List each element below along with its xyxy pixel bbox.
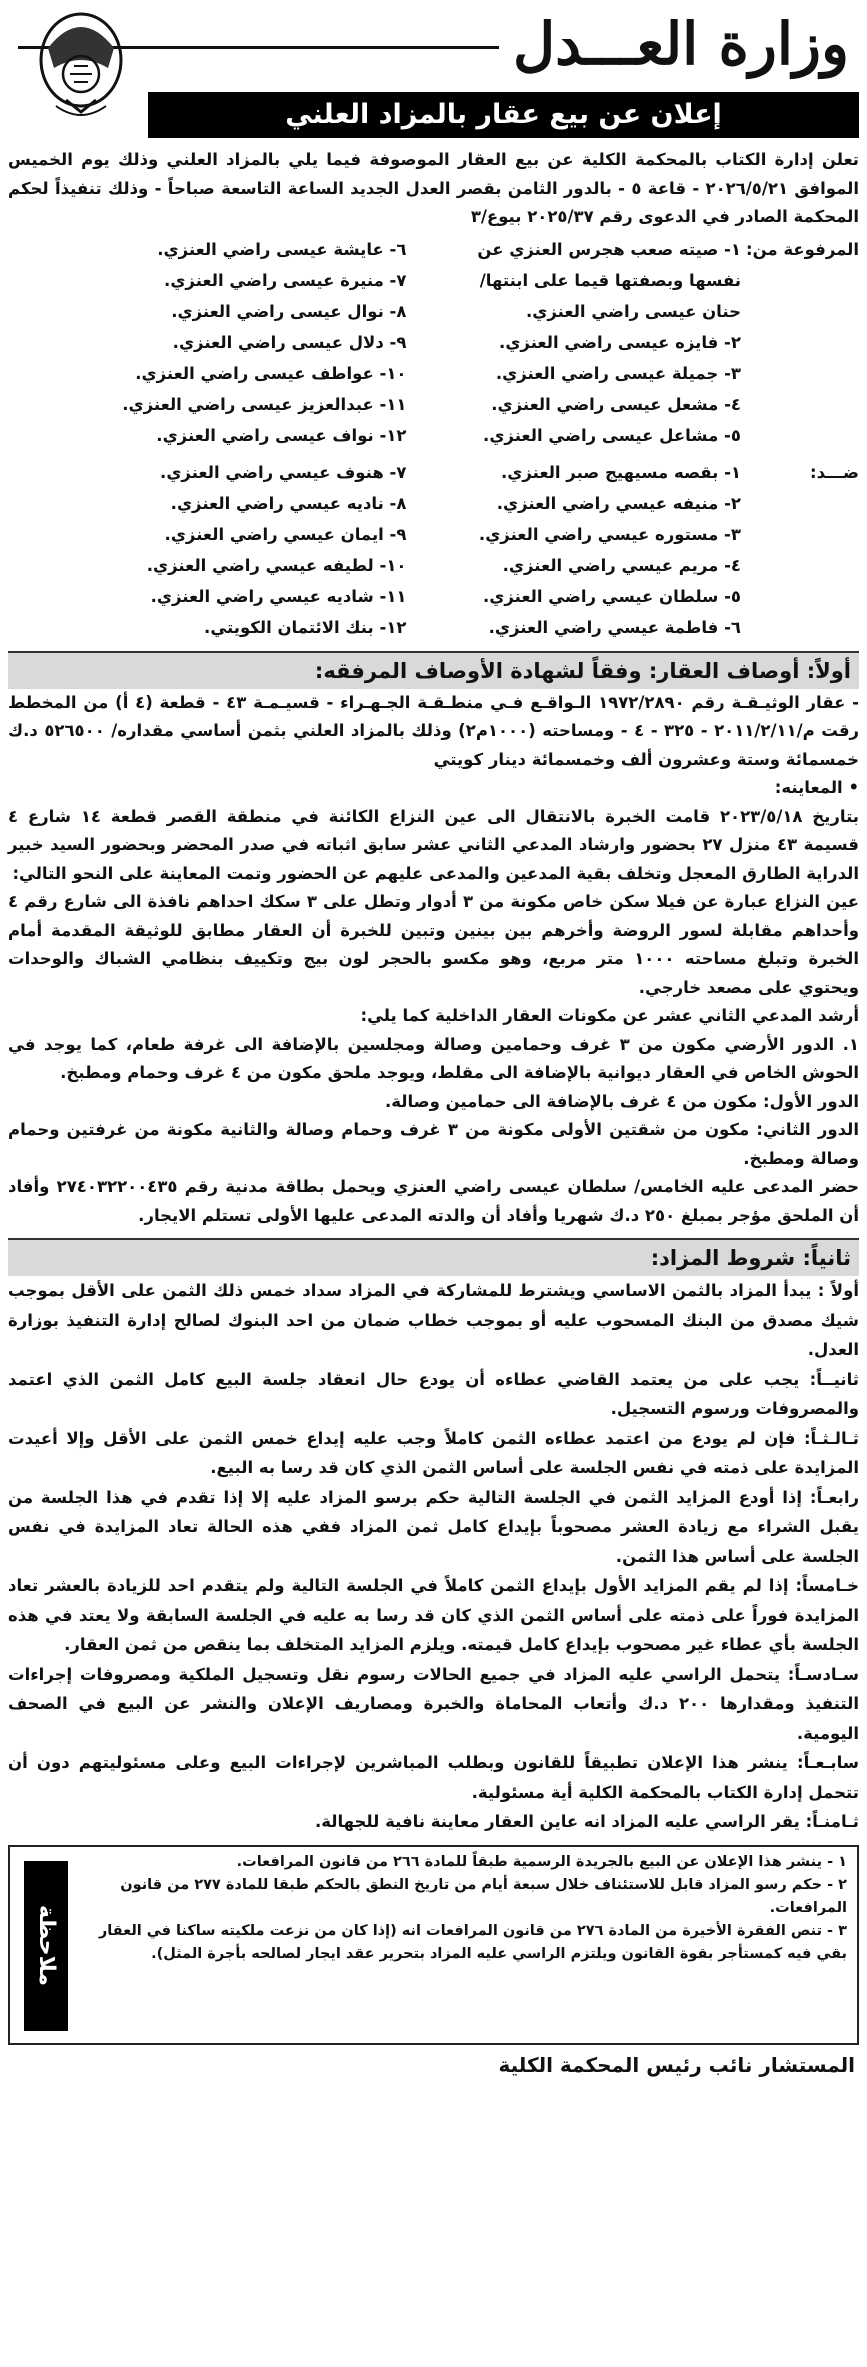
list-item: ٨- نوال عيسى راضي العنزي. xyxy=(171,301,407,321)
condition-item: أولاً : يبدأ المزاد بالثمن الاساسي ويشترط للمشاركة في المزاد سداد خمس ذلك الثمن على الأقل بموجب شيك مصدق من البنك المسحوب عليه أو بموجب خطاب ضمان من احد البنوك لصالح إدارة التنفيذ بوزارة العدل. xyxy=(8,1281,859,1359)
condition-item: ثانيــاً: يجب على من يعتمد القاضي عطاءه أن يودع حال انعقاد جلسة البيع كامل الثمن الذي اعتمد والمصروفات ورسوم التسجيل. xyxy=(8,1369,859,1418)
condition-item: ثـالـثـاً: فإن لم يودع من اعتمد عطاءه الثمن كاملاً وجب عليه إيداع خمس الثمن على الأقل وإلا أعيدت المزايدة على ذمته في نفس الجلسة على أساس الثمن الذي كان قد رسا به البيع. xyxy=(8,1428,859,1477)
list-item: نفسها وبصفتها قيما على ابنتها/ xyxy=(479,270,741,290)
announcement-banner: إعلان عن بيع عقار بالمزاد العلني xyxy=(148,92,859,138)
kuwait-emblem-icon xyxy=(36,8,126,126)
property-paragraph: الدور الثاني: مكون من شقتين الأولى مكونة من ٣ غرف وحمام وصالة والثانية مكونة من غرفتين وحمام وصالة ومطبخ. xyxy=(8,1120,859,1168)
note-item: ٣ - تنص الفقرة الأخيرة من المادة ٢٧٦ من قانون المرافعات انه (إذا كان من نزعت ملكيته ساكنا في العقار بقي فيه كمستأجر بقوة القانون ويلتزم الراسي عليه المزاد بتحرير عقد ايجار لصالحه بأجرة المثل). xyxy=(98,1922,847,1962)
list-item: ٤- مريم عيسي راضي العنزي. xyxy=(502,555,741,575)
inspection-heading: • المعاينه: xyxy=(774,778,859,797)
defendants-label: ضـــد: xyxy=(810,462,859,482)
list-item: ٦- عايشة عيسى راضي العنزي. xyxy=(157,239,407,259)
notes-list xyxy=(86,1851,847,1966)
signature: المستشار نائب رئيس المحكمة الكلية xyxy=(498,2052,855,2077)
defendants-block xyxy=(8,457,859,643)
ministry-title: وزارة العـــدل xyxy=(512,10,849,78)
plaintiffs-list-1 xyxy=(416,234,741,451)
list-item: ٨- ناديه عيسي راضي العنزي. xyxy=(170,493,407,513)
plaintiffs-label: المرفوعة من: xyxy=(745,239,859,259)
header xyxy=(8,0,859,140)
list-item: ١٠- لطيفه عيسي راضي العنزي. xyxy=(146,555,407,575)
condition-item: ثـامنـاً: يقر الراسي عليه المزاد انه عاين العقار معاينة نافية للجهالة. xyxy=(314,1812,859,1831)
list-item: ٤- مشعل عيسى راضي العنزي. xyxy=(491,394,741,414)
condition-item: سابـعـاً: ينشر هذا الإعلان تطبيقاً للقانون وبطلب المباشرين لإجراءات البيع وعلى مسئوليتهم دون أن تتحمل إدارة الكتاب بالمحكمة الكلية أية مسئولية. xyxy=(8,1753,859,1802)
property-paragraph: ١. الدور الأرضي مكون من ٣ غرف وحمامين وصالة ومجلسين بالإضافة الى غرفة طعام، كما يوجد في الحوش الخاص في العقار ديوانية بالإضافة الى مقلط، ويوجد ملحق مكون من ٤ غرف وحمام ومطبخ. xyxy=(8,1034,859,1082)
list-item: ٩- ايمان عيسي راضي العنزي. xyxy=(164,524,407,544)
property-paragraph: بتاريخ ٢٠٢٣/٥/١٨ قامت الخبرة بالانتقال الى عين النزاع الكائنة في منطقة القصر قطعة ١٤ شارع ٤ قسيمة ٤٣ منزل ٢٧ بحضور وارشاد المدعي الثاني عشر سابق اثباته في صدر المحضر وبحضور السيد خبير الدراية الطارق المعجل وتخلف بقية المدعين والمدعى عليهم عن الحضور وتمت المعاينة على النحو التالي: xyxy=(8,806,859,883)
intro-paragraph: تعلن إدارة الكتاب بالمحكمة الكلية عن بيع العقار الموصوفة فيما يلي بالمزاد العلني وذلك يوم الخميس الموافق ٢٠٢٦/٥/٢١ - قاعة ٥ - بالدور الثامن بقصر العدل الجديد الساعة التاسعة صباحاً - وذلك تنفيذاً لحكم المحكمة الصادر في الدعوى رقم ٢٠٢٥/٣٧ بيوع/٣ xyxy=(8,150,859,226)
list-item: حنان عيسى راضي العنزي. xyxy=(526,301,741,321)
list-item: ٧- هنوف عيسي راضي العنزي. xyxy=(160,462,407,482)
list-item: ١- صيته صعب هجرس العنزي عن xyxy=(477,239,741,259)
property-paragraph: حضر المدعى عليه الخامس/ سلطان عيسى راضي العنزي ويحمل بطاقة مدنية رقم ٢٧٤٠٣٢٢٠٠٤٣٥ وأفاد أن الملحق مؤجر بمبلغ ٢٥٠ د.ك شهريا وأفاد أن والدته المدعى عليها الأولى تستلم الايجار. xyxy=(8,1177,859,1225)
list-item: ٥- مشاعل عيسى راضي العنزي. xyxy=(483,425,741,445)
list-item: ٣- مستوره عيسي راضي العنزي. xyxy=(478,524,741,544)
property-description xyxy=(8,689,859,1231)
list-item: ٩- دلال عيسى راضي العنزي. xyxy=(172,332,407,352)
list-item: ٧- منيرة عيسى راضي العنزي. xyxy=(164,270,407,290)
section-conditions-heading: ثانياً: شروط المزاد: xyxy=(8,1238,859,1276)
list-item: ١٠- عواطف عيسى راضي العنزي. xyxy=(135,363,407,383)
condition-item: سـادسـاً: يتحمل الراسي عليه المزاد في جميع الحالات رسوم نقل وتسجيل الملكية ومصروفات إجراءات التنفيذ ومقدارها ٢٠٠ د.ك وأتعاب المحاماة والخبرة ومصاريف الإعلان والنشر عن البيع في الصحف اليومية. xyxy=(8,1664,859,1743)
list-item: ١١- شاديه عيسي راضي العنزي. xyxy=(150,586,407,606)
property-paragraph: عين النزاع عبارة عن فيلا سكن خاص مكونة من ٣ أدوار وتطل على ٣ سكك احداهم نافذة الى شارع رقم ٤ وأحداهم مقابلة لسور الروضة وأخرهم بين بينين وتبين للخبرة أن العقار مطابق للوثيقة المقدمة أمام الخبرة وتبلغ مساحته ١٠٠٠ متر مربع، وهو مكسو بالحجر لون بيج وتكييف بنظامي الشباك والوحدات ويحتوي على مصعد خارجي. xyxy=(8,892,859,997)
condition-item: خـامساً: إذا لم يقم المزايد الأول بإيداع الثمن كاملاً في الجلسة التالية ولم يتقدم احد للزيادة بالعشر تعاد المزايدة فوراً على ذمته على أساس الثمن الذي كان قد رسا به عليه في الجلسة السابقة ولا يعتد في هذه الجلسة بأي عطاء غير مصحوب بإيداع كامل قيمته. ويلزم المزايد المتخلف بما ينقص من ثمن العقار. xyxy=(8,1576,859,1654)
list-item: ٣- جميلة عيسى راضي العنزي. xyxy=(495,363,741,383)
plaintiffs-list-2 xyxy=(8,234,406,451)
note-item: ٢ - حكم رسو المزاد قابل للاستئناف خلال سبعة أيام من تاريخ النطق بالحكم طبقا للمادة ٢٧٧ من قانون المرافعات. xyxy=(120,1876,847,1916)
note-item: ١ - ينشر هذا الإعلان عن البيع بالجريدة الرسمية طبقاً للمادة ٢٦٦ من قانون المرافعات. xyxy=(236,1853,847,1870)
notes-badge: ملاحظة xyxy=(24,1861,68,2031)
list-item: ٥- سلطان عيسي راضي العنزي. xyxy=(482,586,741,606)
list-item: ١١- عبدالعزيز عيسى راضي العنزي. xyxy=(122,394,407,414)
list-item: ١- بقصه مسيهيج صبر العنزي. xyxy=(501,462,741,482)
list-item: ٦- فاطمة عيسي راضي العنزي. xyxy=(488,617,741,637)
list-item: ٢- منيفه عيسي راضي العنزي. xyxy=(496,493,741,513)
auction-conditions xyxy=(8,1276,859,1837)
section-property-heading: أولاً: أوصاف العقار: وفقاً لشهادة الأوصاف المرفقه: xyxy=(8,651,859,689)
property-paragraph: الدور الأول: مكون من ٤ غرف بالإضافة الى حمامين وصالة. xyxy=(384,1091,859,1111)
defendants-list-2 xyxy=(8,457,406,643)
property-paragraph: - عقار الوثيـقـة رقم ١٩٧٢/٢٨٩٠ الـواقـع فـي منطـقـة الجـهـراء - قسيـمـة ٤٣ - قطعة (٤ أ) من المخطط رقت م/٢٠١١/٢/١١ - ٣٢٥ - ٤ - ومساحته (١٠٠٠م٢) وذلك بالمزاد العلني بثمن أساسي مقداره/ ٥٢٦٥٠٠ د.ك خمسمائة وستة وعشرون ألف وخمسمائة دينار كويتي xyxy=(8,692,859,769)
list-item: ٢- فايزه عيسى راضي العنزي. xyxy=(499,332,741,352)
list-item: ١٢- نواف عيسى راضي العنزي. xyxy=(156,425,407,445)
property-paragraph: أرشد المدعي الثاني عشر عن مكونات العقار الداخلية كما يلي: xyxy=(360,1006,859,1025)
defendants-list-1 xyxy=(416,457,741,643)
condition-item: رابعـاً: إذا أودع المزايد الثمن في الجلسة التالية حكم برسو المزاد عليه إلا إذا تقدم في هذا الجلسة من يقبل الشراء مع زيادة العشر مصحوباً بإيداع كامل ثمن المزاد ففي هذه الحالة تعاد المزايدة في نفس الجلسة على أساس هذا الثمن. xyxy=(8,1487,859,1566)
list-item: ١٢- بنك الائتمان الكويتي. xyxy=(204,617,407,637)
notes-box xyxy=(8,1845,859,2045)
plaintiffs-block xyxy=(8,234,859,451)
